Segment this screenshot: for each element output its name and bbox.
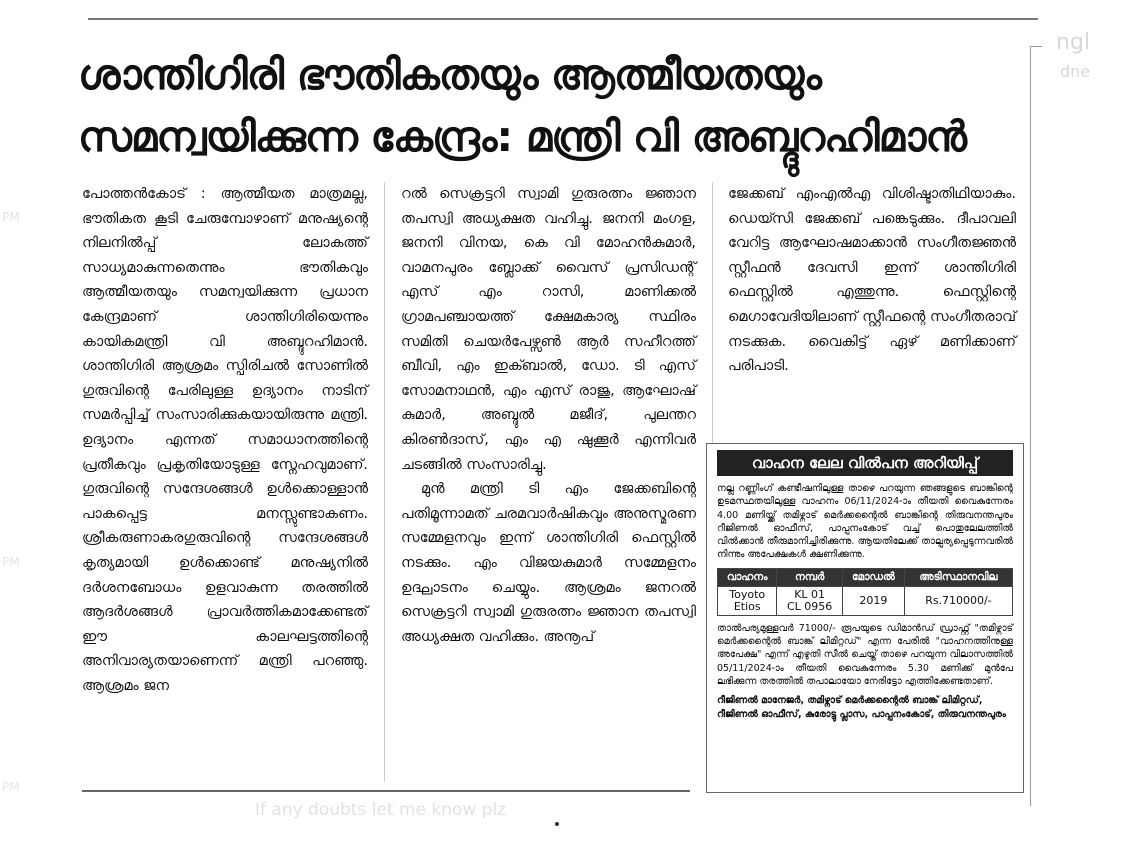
background-ghost-text: PM [2, 555, 20, 569]
table-header: വാഹനം [718, 568, 777, 586]
article-paragraph: പോത്തൻകോട് : ആത്മീയത മാത്രമല്ല, ഭൗതികത കൂടി ചേരുമ്പോഴാണ് മനുഷ്യന്റെ നിലനിൽപ്പ് ലോകത്ത് സാധ്യമാകുന്നതെന്നും ഭൗതികവും ആത്മീയതയും സമന്വയിക്കുന്ന പ്രധാന കേന്ദ്രമാണ് ശാന്തിഗിരിയെന്നും കായികമന്ത്രി വി അബ്ദുറഹിമാൻ. ശാന്തിഗിരി ആശ്രമം സ്പിരിചൽ സോണിൽ ഗുരുവിന്റെ പേരിലുള്ള ഉദ്യാനം നാടിന് സമർപ്പിച്ച് സംസാരിക്കുകയായിരുന്നു മന്ത്രി. ഉദ്യാനം എന്നത് സമാധാനത്തിന്റെ പ്രതീകവും പ്രകൃതിയോടുള്ള സ്നേഹവുമാണ്. ഗുരുവിന്റെ സന്ദേശങ്ങൾ ഉൾക്കൊള്ളാൻ പാകപ്പെട്ട മനസ്സുണ്ടാകണം. ശ്രീകരുണാകരഗുരുവിന്റെ സന്ദേശങ്ങൾ കൃത്യമായി ഉൾക്കൊണ്ട് മനുഷ്യനിൽ ദർശനബോധം ഉളവാകുന്ന തരത്തിൽ ആദർശങ്ങൾ പ്രാവർത്തികമാക്കേണ്ടത് ഈ കാലഘട്ടത്തിന്റെ അനിവാര്യതയാണെന്ന് മന്ത്രി പറഞ്ഞു. ആശ്രമം ജന [82, 186, 368, 694]
base-price-cell: Rs.710000/- [904, 586, 1012, 615]
table-header: മോഡൽ [842, 568, 904, 586]
article-paragraph: റൽ സെക്രട്ടറി സ്വാമി ഗുരുരത്നം ജ്ഞാന തപസ്വി അധ്യക്ഷത വഹിച്ചു. ജനനി മംഗള, ജനനി വിനയ, കെ വി മോഹൻകുമാർ, വാമനപുരം ബ്ലോക്ക് വൈസ് പ്രസിഡന്റ് എസ് എം റാസി, മാണിക്കൽ ഗ്രാമപഞ്ചായത്ത് ക്ഷേമകാര്യ സ്ഥിരം സമിതി ചെയർപേഴ്സൺ ആർ സഹീറത്ത് ബീവി, എം ഇക്ബാൽ, ഡോ. ടി എസ് സോമനാഥൻ, എം എസ് രാജു, ആഘോഷ് കുമാർ, അബ്ദുൽ മജീദ്, പുലന്തറ കിരൺദാസ്, എം എ ഷുക്കൂർ എന്നിവർ ചടങ്ങിൽ സംസാരിച്ചു. [401, 186, 696, 473]
registration-cell [777, 586, 842, 615]
cursor-dot [555, 822, 559, 826]
table-row [718, 586, 1013, 615]
notice-terms: താൽപര്യമുള്ളവർ 71000/- രൂപയുടെ ഡിമാൻഡ് ഡ്രാഫ്റ്റ് "തമിഴ്നാട് മെർക്കന്റൈൽ ബാങ്ക് ലിമിറ്റഡ്" എന്ന പേരിൽ "വാഹനത്തിനുള്ള അപേക്ഷ" എന്ന് എഴുതി സീൽ ചെയ്ത് താഴെ പറയുന്ന വിലാസത്തിൽ 05/11/2024-ാം തീയതി വൈകുന്നേരം 5.30 മണിക്ക് മുൻപേ ലഭിക്കുന്ന തരത്തിൽ തപാലായോ നേരിട്ടോ എത്തിക്കേണ്ടതാണ്. [717, 622, 1013, 687]
table-header: അടിസ്ഥാനവില [904, 568, 1012, 586]
article-column-2 [401, 182, 696, 649]
notice-signature: റീജിണൽ മാനേജർ, തമിഴ്നാട് മെർക്കന്റൈൽ ബാങ്ക് ലിമിറ്റഡ്, റീജിണൽ ഓഫീസ്, കുരോട്ടു പ്ലാസ, പാപ്പനംകോട്, തിരുവനന്തപുരം [717, 695, 1006, 720]
table-header: നമ്പർ [777, 568, 842, 586]
vehicle-table [717, 568, 1013, 616]
model-year-cell: 2019 [842, 586, 904, 615]
article-column-3 [728, 182, 1016, 379]
right-rule-tick [1030, 46, 1042, 47]
registration-line-2: CL 0956 [786, 599, 833, 613]
notice-title: വാഹന ലേല വിൽപന അറിയിപ്പ് [717, 450, 1013, 476]
background-ghost-text: dne [1060, 62, 1091, 81]
bottom-rule [82, 790, 690, 792]
registration-line-1: KL 01 [794, 587, 826, 601]
vehicle-make: Toyoto [729, 587, 766, 601]
background-ghost-text: PM [2, 210, 20, 224]
article-paragraph: മുൻ മന്ത്രി ടി എം ജേക്കബിന്റെ പതിമൂന്നാമത് ചരമവാർഷികവും അനുസ്മരണ സമ്മേളനവും ഇന്ന് ശാന്തിഗിരി ഫെസ്റ്റിൽ നടക്കും. എം വിജയകുമാർ സമ്മേളനം ഉദ്ഘാടനം ചെയ്യും. ആശ്രമം ജനറൽ സെക്രട്ടറി സ്വാമി ഗുരുരത്നം ജ്ഞാന തപസ്വി അധ്യക്ഷത വഹിക്കും. അനൂപ് [401, 481, 696, 645]
auction-notice-box [706, 443, 1024, 793]
headline-line-1: ശാന്തിഗിരി ഭൗതികതയും ആത്മീയതയും [78, 50, 821, 99]
vehicle-model-name: Etios [733, 599, 761, 613]
top-rule [88, 18, 1038, 20]
notice-body: നല്ല റണ്ണിംഗ് കണ്ടീഷനിലുള്ള താഴെ പറയുന്ന ഞങ്ങളുടെ ബാങ്കിന്റെ ഉടമസ്ഥതയിലുള്ള വാഹനം 06/11/2024-ാം തീയതി വൈകുന്നേരം 4.00 മണിയ്ക്ക് തമിഴ്നാട് മെർക്കന്റൈൽ ബാങ്കിന്റെ തിരുവനന്തപുരം റീജിണൽ ഓഫീസ്, പാപ്പനംകോട് വച്ച് പൊതുലേലത്തിൽ വിൽക്കാൻ തീരുമാനിച്ചിരിക്കുന്നു. ആയതിലേക്ക് താല്പര്യപ്പെടുന്നവരിൽ നിന്നും അപേക്ഷകൾ ക്ഷണിക്കുന്നു. [717, 483, 1013, 561]
column-divider [384, 182, 385, 782]
vehicle-cell [718, 586, 777, 615]
background-ghost-text: If any doubts let me know plz [255, 800, 507, 820]
background-ghost-text: PM [2, 780, 20, 794]
background-ghost-text: ngl [1056, 30, 1091, 55]
right-rule [1030, 46, 1031, 806]
headline-line-2: സമന്വയിക്കുന്ന കേന്ദ്രം: മന്ത്രി വി അബ്ദുറഹിമാൻ [78, 112, 967, 161]
article-paragraph: ജേക്കബ് എംഎൽഎ വിശിഷ്ടാതിഥിയാകും. ഡെയ്സി ജേക്കബ് പങ്കെടുക്കും. ദീപാവലി വേറിട്ട ആഘോഷമാക്കാൻ സംഗീതജ്ഞൻ സ്റ്റീഫൻ ദേവസി ഇന്ന് ശാന്തിഗിരി ഫെസ്റ്റിൽ എത്തുന്നു. ഫെസ്റ്റിന്റെ മെഗാവേദിയിലാണ് സ്റ്റീഫന്റെ സംഗീതരാവ് നടക്കുക. വൈകിട്ട് ഏഴ് മണിക്കാണ് പരിപാടി. [728, 186, 1016, 375]
article-column-1 [82, 182, 368, 698]
article-headline [78, 44, 1018, 168]
